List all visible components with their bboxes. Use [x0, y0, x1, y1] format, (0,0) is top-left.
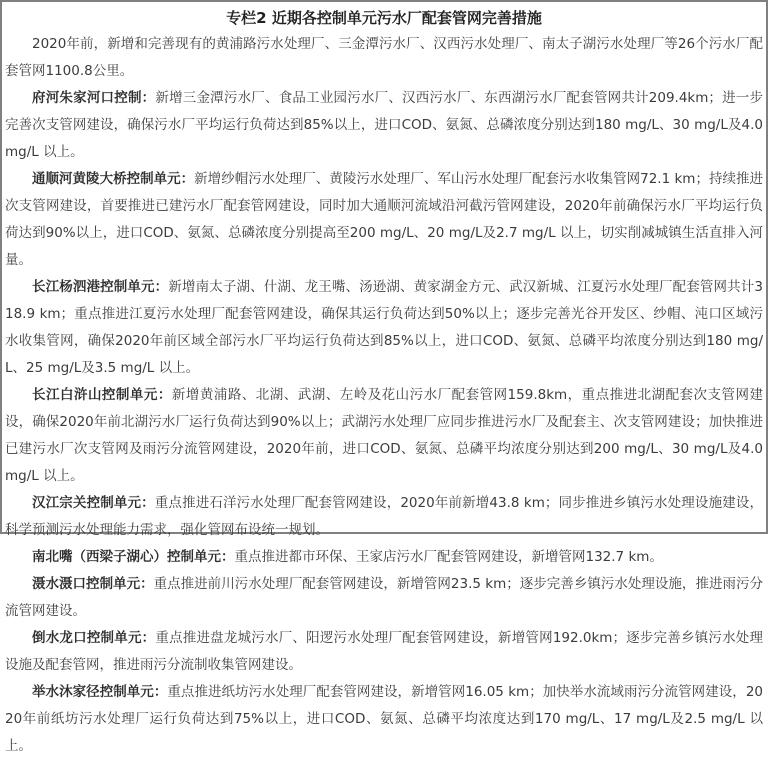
paragraph-sheshui-shekou	[5, 571, 763, 625]
paragraph-text: 重点推进都市环保、王家店污水厂配套管网建设，新增管网132.7 km。	[234, 549, 663, 565]
paragraph-text: 重点推进纸坊污水处理厂配套管网建设，新增管网16.05 km；加快举水流域雨污分流管网建设，2020年前纸坊污水处理厂运行负荷达到75%以上，进口COD、氨氮、总磷平均浓度达到170 mg/L、17 mg/L及2.5 mg/L 以上。	[5, 684, 763, 754]
paragraph-text: 新增纱帽污水处理厂、黄陵污水处理厂、军山污水处理厂配套污水收集管网72.1 km；持续推进次支管网建设，首要推进已建污水厂配套管网建设，同时加大通顺河流域沿河截污管网建设，2020年前确保污水厂平均运行负荷达到90%以上，进口COD、氨氮、总磷浓度分别提高至200 mg/L、20 mg/L及2.7 mg/L 以上，切实削减城镇生活直排入河量。	[5, 171, 763, 268]
paragraph-changjiang-baihushan	[5, 382, 763, 490]
control-unit-label: 长江杨泗港控制单元：	[32, 279, 169, 295]
control-unit-label: 倒水龙口控制单元：	[32, 630, 156, 646]
paragraph-text: 重点推进石洋污水处理厂配套管网建设，2020年前新增43.8 km；同步推进乡镇污水处理设施建设，科学预测污水处理能力需求，强化管网布设统一规划。	[5, 495, 763, 538]
control-unit-label: 滠水滠口控制单元：	[32, 576, 154, 592]
paragraph-fuhe-zhujiahekou	[5, 85, 763, 166]
control-unit-label: 南北嘴（西梁子湖心）控制单元：	[32, 549, 235, 565]
control-unit-label: 举水沐家径控制单元：	[32, 684, 168, 700]
paragraph-text: 2020年前，新增和完善现有的黄浦路污水处理厂、三金潭污水厂、汉西污水处理厂、南太子湖污水处理厂等26个污水厂配套管网1100.8公里。	[5, 36, 763, 79]
control-unit-label: 长江白浒山控制单元：	[32, 387, 172, 403]
control-unit-label: 通顺河黄陵大桥控制单元：	[32, 171, 195, 187]
paragraph-tongshunhe-huangling	[5, 166, 763, 274]
paragraph-text: 新增黄浦路、北湖、武湖、左岭及花山污水厂配套管网159.8km，重点推进北湖配套次支管网建设，确保2020年前北湖污水厂运行负荷达到90%以上；武湖污水处理厂应同步推进污水厂及配套主、次支管网建设；加快推进已建污水厂次支管网及雨污分流管网建设，2020年前，进口COD、氨氮、总磷平均浓度分别达到200 mg/L、30 mg/L及4.0 mg/L 以上。	[5, 387, 763, 484]
paragraph-changjiang-yangsigang	[5, 274, 763, 382]
control-unit-label: 府河朱家河口控制：	[32, 90, 156, 106]
document-title: 专栏2 近期各控制单元污水厂配套管网完善措施	[226, 9, 542, 27]
paragraph-text: 重点推进盘龙城污水厂、阳逻污水处理厂配套管网建设，新增管网192.0km；逐步完善乡镇污水处理设施及配套管网，推进雨污分流制收集管网建设。	[5, 630, 763, 673]
paragraph-overview	[5, 31, 763, 85]
control-unit-label: 汉江宗关控制单元：	[32, 495, 155, 511]
paragraph-jushui-mujiajing	[5, 679, 763, 760]
paragraph-text: 新增三金潭污水厂、食品工业园污水厂、汉西污水厂、东西湖污水厂配套管网共计209.4km；进一步完善次支管网建设，确保污水厂平均运行负荷达到85%以上，进口COD、氨氮、总磷浓度分别达到180 mg/L、30 mg/L及4.0 mg/L 以上。	[5, 90, 763, 160]
paragraph-nanbeizui	[5, 544, 763, 571]
paragraph-hanjiang-zongguan	[5, 490, 763, 544]
paragraph-daoshui-longkou	[5, 625, 763, 679]
paragraph-text: 新增南太子湖、什湖、龙王嘴、汤逊湖、黄家湖金方元、武汉新城、江夏污水处理厂配套管网共计318.9 km；重点推进江夏污水处理厂配套管网建设，确保其运行负荷达到50%以上；逐步完善光谷开发区、纱帽、沌口区域污水收集管网，确保2020年前区域全部污水厂平均运行负荷达到85%以上，进口COD、氨氮、总磷平均浓度分别达到180 mg/L、25 mg/L及3.5 mg/L 以上。	[5, 279, 764, 376]
paragraph-text: 重点推进前川污水处理厂配套管网建设，新增管网23.5 km；逐步完善乡镇污水处理设施，推进雨污分流管网建设。	[5, 576, 763, 619]
